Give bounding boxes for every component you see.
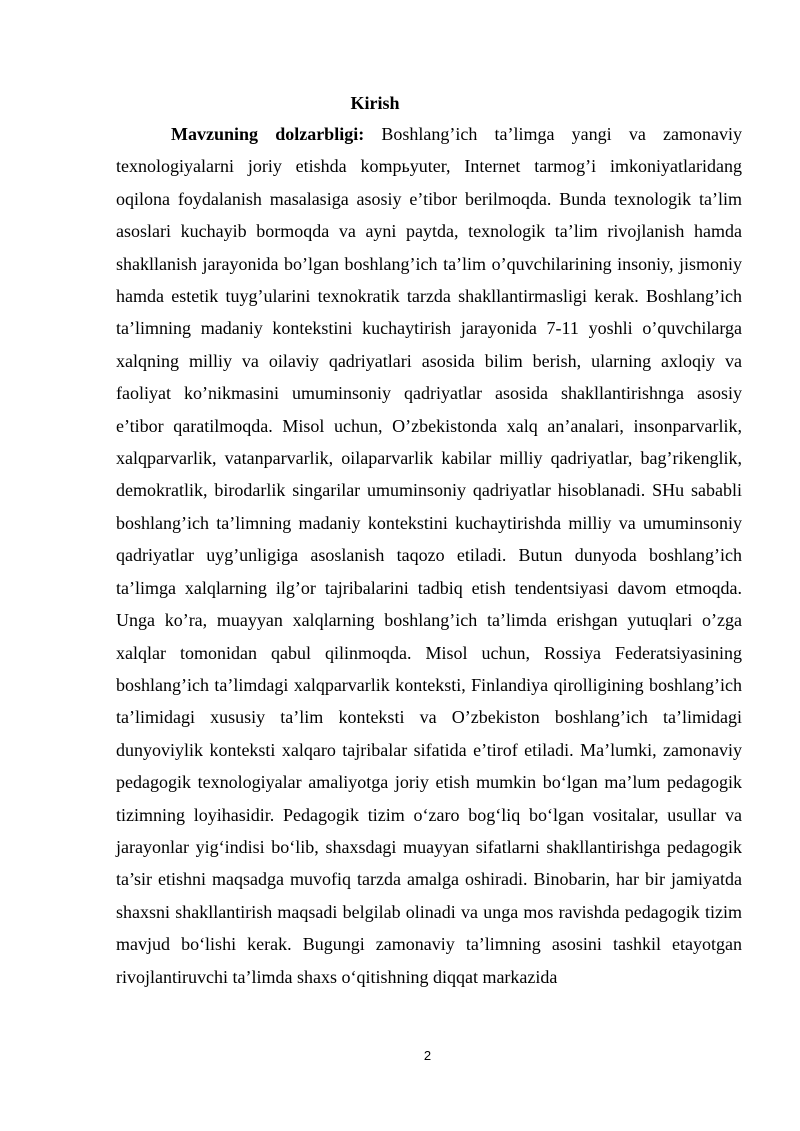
page-number: 2: [423, 1048, 432, 1063]
body-paragraph: [116, 118, 742, 993]
section-title: Kirish: [350, 93, 400, 113]
lead-phrase: Mavzuning dolzarbligi:: [171, 124, 365, 144]
paragraph-text: Boshlang’ich ta’limga yangi va zamonaviy texnologiyalarni joriy etishda kompьyuter, Internet tarmog’i imkoniyatlaridang oqilona foydalanish masalasiga asosiy e’tibor berilmoqda. Bunda texnologik ta’lim asoslari kuchayib bormoqda va ayni paytda, texnologik ta’lim rivojlanish hamda shakllanish jarayonida bo’lgan boshlang’ich ta’lim o’quvchilarining insoniy, jismoniy hamda estetik tuyg’ularini texnokratik tarzda shakllantirmasligi kerak. Boshlang’ich ta’limning madaniy kontekstini kuchaytirish jarayonida 7-11 yoshli o’quvchilarga xalqning milliy va oilaviy qadriyatlari asosida bilim berish, ularning axloqiy va faoliyat ko’nikmasini umuminsoniy qadriyatlar asosida shakllantirishnga asosiy e’tibor qaratilmoqda. Misol uchun, O’zbekistonda xalq an’analari, insonparvarlik, xalqparvarlik, vatanparvarlik, oilaparvarlik kabilar milliy qadriyatlar, bag’rikenglik, demokratlik, birodarlik singarilar umuminsoniy qadriyatlar hisoblanadi. SHu sababli boshlang’ich ta’limning madaniy kontekstini kuchaytirishda milliy va umuminsoniy qadriyatlar uyg’unligiga asoslanish taqozo etiladi. Butun dunyoda boshlang’ich ta’limga xalqlarning ilg’or tajribalarini tadbiq etish tendentsiyasi davom etmoqda. Unga ko’ra, muayyan xalqlarning boshlang’ich ta’limda erishgan yutuqlari o’zga xalqlar tomonidan qabul qilinmoqda. Misol uchun, Rossiya Federatsiyasining boshlang’ich ta’limdagi xalqparvarlik konteksti, Finlandiya qirolligining boshlang’ich ta’limidagi xususiy ta’lim konteksti va O’zbekiston boshlang’ich ta’limidagi dunyoviylik konteksti xalqaro tajribalar sifatida e’tirof etiladi. Ma’lumki, zamonaviy pedagogik texnologiyalar amaliyotga joriy etish mumkin bo‘lgan ma’lum pedagogik tizimning loyihasidir. Pedagogik tizim o‘zaro bog‘liq bo‘lgan vositalar, usullar va jarayonlar yig‘indisi bo‘lib, shaxsdagi muayyan sifatlarni shakllantirishga pedagogik ta’sir etishni maqsadga muvofiq tarzda amalga oshiradi. Binobarin, har bir jamiyatda shaxsni shakllantirish maqsadi belgilab olinadi va unga mos ravishda pedagogik tizim mavjud bo‘lishi kerak. Bugungi zamonaviy ta’limning asosini tashkil etayotgan rivojlantiruvchi ta’limda shaxs o‘qitishning diqqat markazida: [116, 124, 742, 987]
